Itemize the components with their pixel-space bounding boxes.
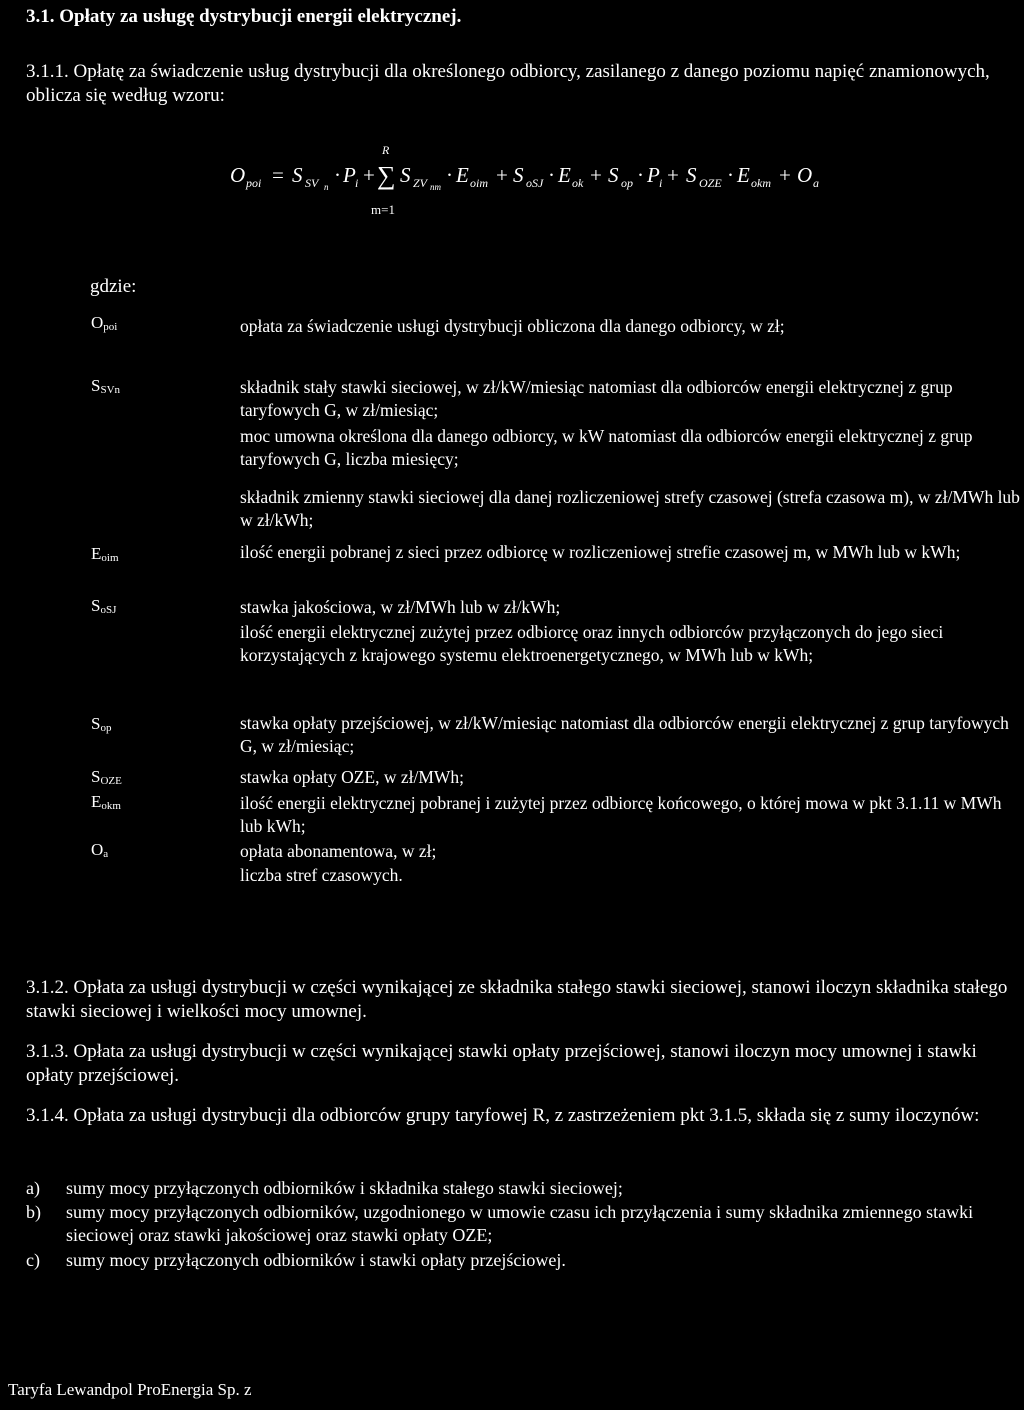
formula-term-1-sub: SV bbox=[305, 176, 319, 190]
definition-sop: stawka opłaty przejściowej, w zł/kW/miesiąc natomiast dla odbiorców energii elektrycznej z grup taryfowych G, w zł/miesiąc; bbox=[240, 713, 1009, 756]
formula-term-3-subsub: nm bbox=[430, 182, 441, 192]
where-label: gdzie: bbox=[90, 276, 137, 297]
svg-text:·: · bbox=[334, 163, 341, 187]
symbol-oa: $O_a$ bbox=[91, 840, 109, 860]
paragraph-3-1-4: 3.1.4. Opłata za usługi dystrybucji dla odbiorców grupy taryfowej R, z zastrzeżeniem pkt 3.1.5, składa się z sumy iloczynów: bbox=[26, 1105, 980, 1126]
definition-sosj: stawka jakościowa, w zł/MWh lub w zł/kWh; bbox=[240, 597, 561, 617]
symbol-ssvn: $S_{SVn}$ bbox=[91, 376, 121, 396]
svg-text:=: = bbox=[272, 163, 284, 187]
definition-eok: ilość energii elektrycznej zużytej przez odbiorcę oraz innych odbiorców przyłączonych do jego sieci korzystających z krajowego systemu elektroenergetycznego, w MWh lub w kWh; bbox=[240, 622, 944, 665]
paragraph-3-1-2: 3.1.2. Opłata za usługi dystrybucji w części wynikającej ze składnika stałego stawki sieciowej, stanowi iloczyn składnika stałego stawki sieciowej i wielkości mocy umownej. bbox=[26, 977, 1008, 1022]
formula-term-1-subsub: n bbox=[324, 182, 329, 192]
formula-term-11: O bbox=[797, 163, 813, 187]
paragraph-3-1-3: 3.1.3. Opłata za usługi dystrybucji w części wynikającej stawki opłaty przejściowej, stanowi iloczyn mocy umownej i stawki opłaty przejściowej. bbox=[26, 1041, 977, 1086]
formula bbox=[230, 142, 990, 222]
definition-oa: opłata abonamentowa, w zł; bbox=[240, 841, 437, 861]
definition-r: liczba stref czasowych. bbox=[240, 865, 403, 885]
formula-term-2-sub: i bbox=[355, 176, 359, 190]
symbol-opoi: $O_{poi}$ bbox=[91, 313, 118, 333]
sum-sign: ∑ bbox=[377, 161, 396, 190]
symbol-eoim: $E_{oim}$ bbox=[91, 544, 119, 564]
formula-term-3-sub: ZV bbox=[413, 176, 428, 190]
formula-term-10: E bbox=[737, 163, 750, 187]
formula-term-3: S bbox=[400, 163, 411, 187]
footer-text: Taryfa Lewandpol ProEnergia Sp. z bbox=[8, 1380, 252, 1399]
definition-soze: stawka opłaty OZE, w zł/MWh; bbox=[240, 767, 465, 787]
definition-ssvn: składnik stały stawki sieciowej, w zł/kW/miesiąc natomiast dla odbiorców energii elektrycznej z grup taryfowych G, w zł/miesiąc; bbox=[240, 377, 953, 420]
formula-term-1: S bbox=[292, 163, 303, 187]
formula-term-4-sub: oim bbox=[470, 176, 488, 190]
svg-text:+: + bbox=[590, 163, 602, 187]
formula-term-5: S bbox=[513, 163, 524, 187]
formula-term-8-sub: i bbox=[659, 176, 663, 190]
sum-upper: R bbox=[382, 143, 390, 157]
formula-term-4: E bbox=[456, 163, 469, 187]
list-item-b: b) sumy mocy przyłączonych odbiorników, uzgodnionego w umowie czasu ich przyłączenia i sumy składnika zmiennego stawki sieciowej oraz stawki jakościowej oraz stawki opłaty OZE; bbox=[26, 1202, 974, 1245]
definition-szvnm: składnik zmienny stawki sieciowej dla danej rozliczeniowej strefy czasowej (strefa czasowa m), w zł/MWh lub w zł/kWh; bbox=[240, 487, 1020, 530]
svg-text:·: · bbox=[548, 163, 555, 187]
formula-term-11-sub: a bbox=[813, 176, 819, 190]
section-heading: 3.1. Opłaty za usługę dystrybucji energii elektrycznej. bbox=[26, 6, 462, 27]
symbol-sop: $S_{op}$ bbox=[91, 714, 112, 734]
svg-text:·: · bbox=[446, 163, 453, 187]
symbol-soze: $S_{OZE}$ bbox=[91, 767, 122, 787]
definition-eokm: ilość energii elektrycznej pobranej i zużytej przez odbiorcę końcowego, o której mowa w pkt 3.1.11 w MWh lub kWh; bbox=[240, 793, 1002, 836]
list-item-c: c) sumy mocy przyłączonych odbiorników i stawki opłaty przejściowej. bbox=[26, 1250, 566, 1270]
formula-term-6: E bbox=[558, 163, 571, 187]
formula-lhs: O bbox=[230, 163, 246, 187]
formula-term-9: S bbox=[686, 163, 697, 187]
formula-term-9-sub: OZE bbox=[699, 176, 722, 190]
svg-text:·: · bbox=[637, 163, 644, 187]
definition-eoim: ilość energii pobranej z sieci przez odbiorcę w rozliczeniowej strefie czasowej m, w MWh lub w kWh; bbox=[240, 542, 961, 562]
formula-term-10-sub: okm bbox=[751, 176, 771, 190]
symbol-eokm: $E_{okm}$ bbox=[91, 792, 121, 812]
svg-text:+: + bbox=[667, 163, 679, 187]
formula-term-7: S bbox=[608, 163, 619, 187]
list-item-a: a) sumy mocy przyłączonych odbiorników i składnika stałego stawki sieciowej; bbox=[26, 1178, 623, 1198]
formula-term-7-sub: op bbox=[621, 176, 633, 190]
svg-text:+: + bbox=[363, 163, 375, 187]
definition-opoi: opłata za świadczenie usługi dystrybucji obliczona dla danego odbiorcy, w zł; bbox=[240, 316, 785, 336]
formula-term-8: P bbox=[647, 163, 660, 187]
svg-text:+: + bbox=[496, 163, 508, 187]
formula-term-6-sub: ok bbox=[572, 176, 584, 190]
paragraph-3-1-1: 3.1.1. Opłatę za świadczenie usług dystrybucji dla określonego odbiorcy, zasilanego z danego poziomu napięć znamionowych, oblicza się według wzoru: bbox=[26, 61, 990, 106]
symbol-sosj: $S_{oSJ}$ bbox=[91, 596, 117, 616]
svg-text:·: · bbox=[727, 163, 734, 187]
svg-text:+: + bbox=[779, 163, 791, 187]
formula-term-5-sub: oSJ bbox=[526, 176, 544, 190]
formula-term-2: P bbox=[343, 163, 356, 187]
sum-lower: m=1 bbox=[371, 202, 395, 217]
definition-pi: moc umowna określona dla danego odbiorcy, w kW natomiast dla odbiorców energii elektrycznej z grup taryfowych G, liczba miesięcy; bbox=[240, 426, 973, 469]
formula-lhs-sub: poi bbox=[246, 176, 262, 190]
